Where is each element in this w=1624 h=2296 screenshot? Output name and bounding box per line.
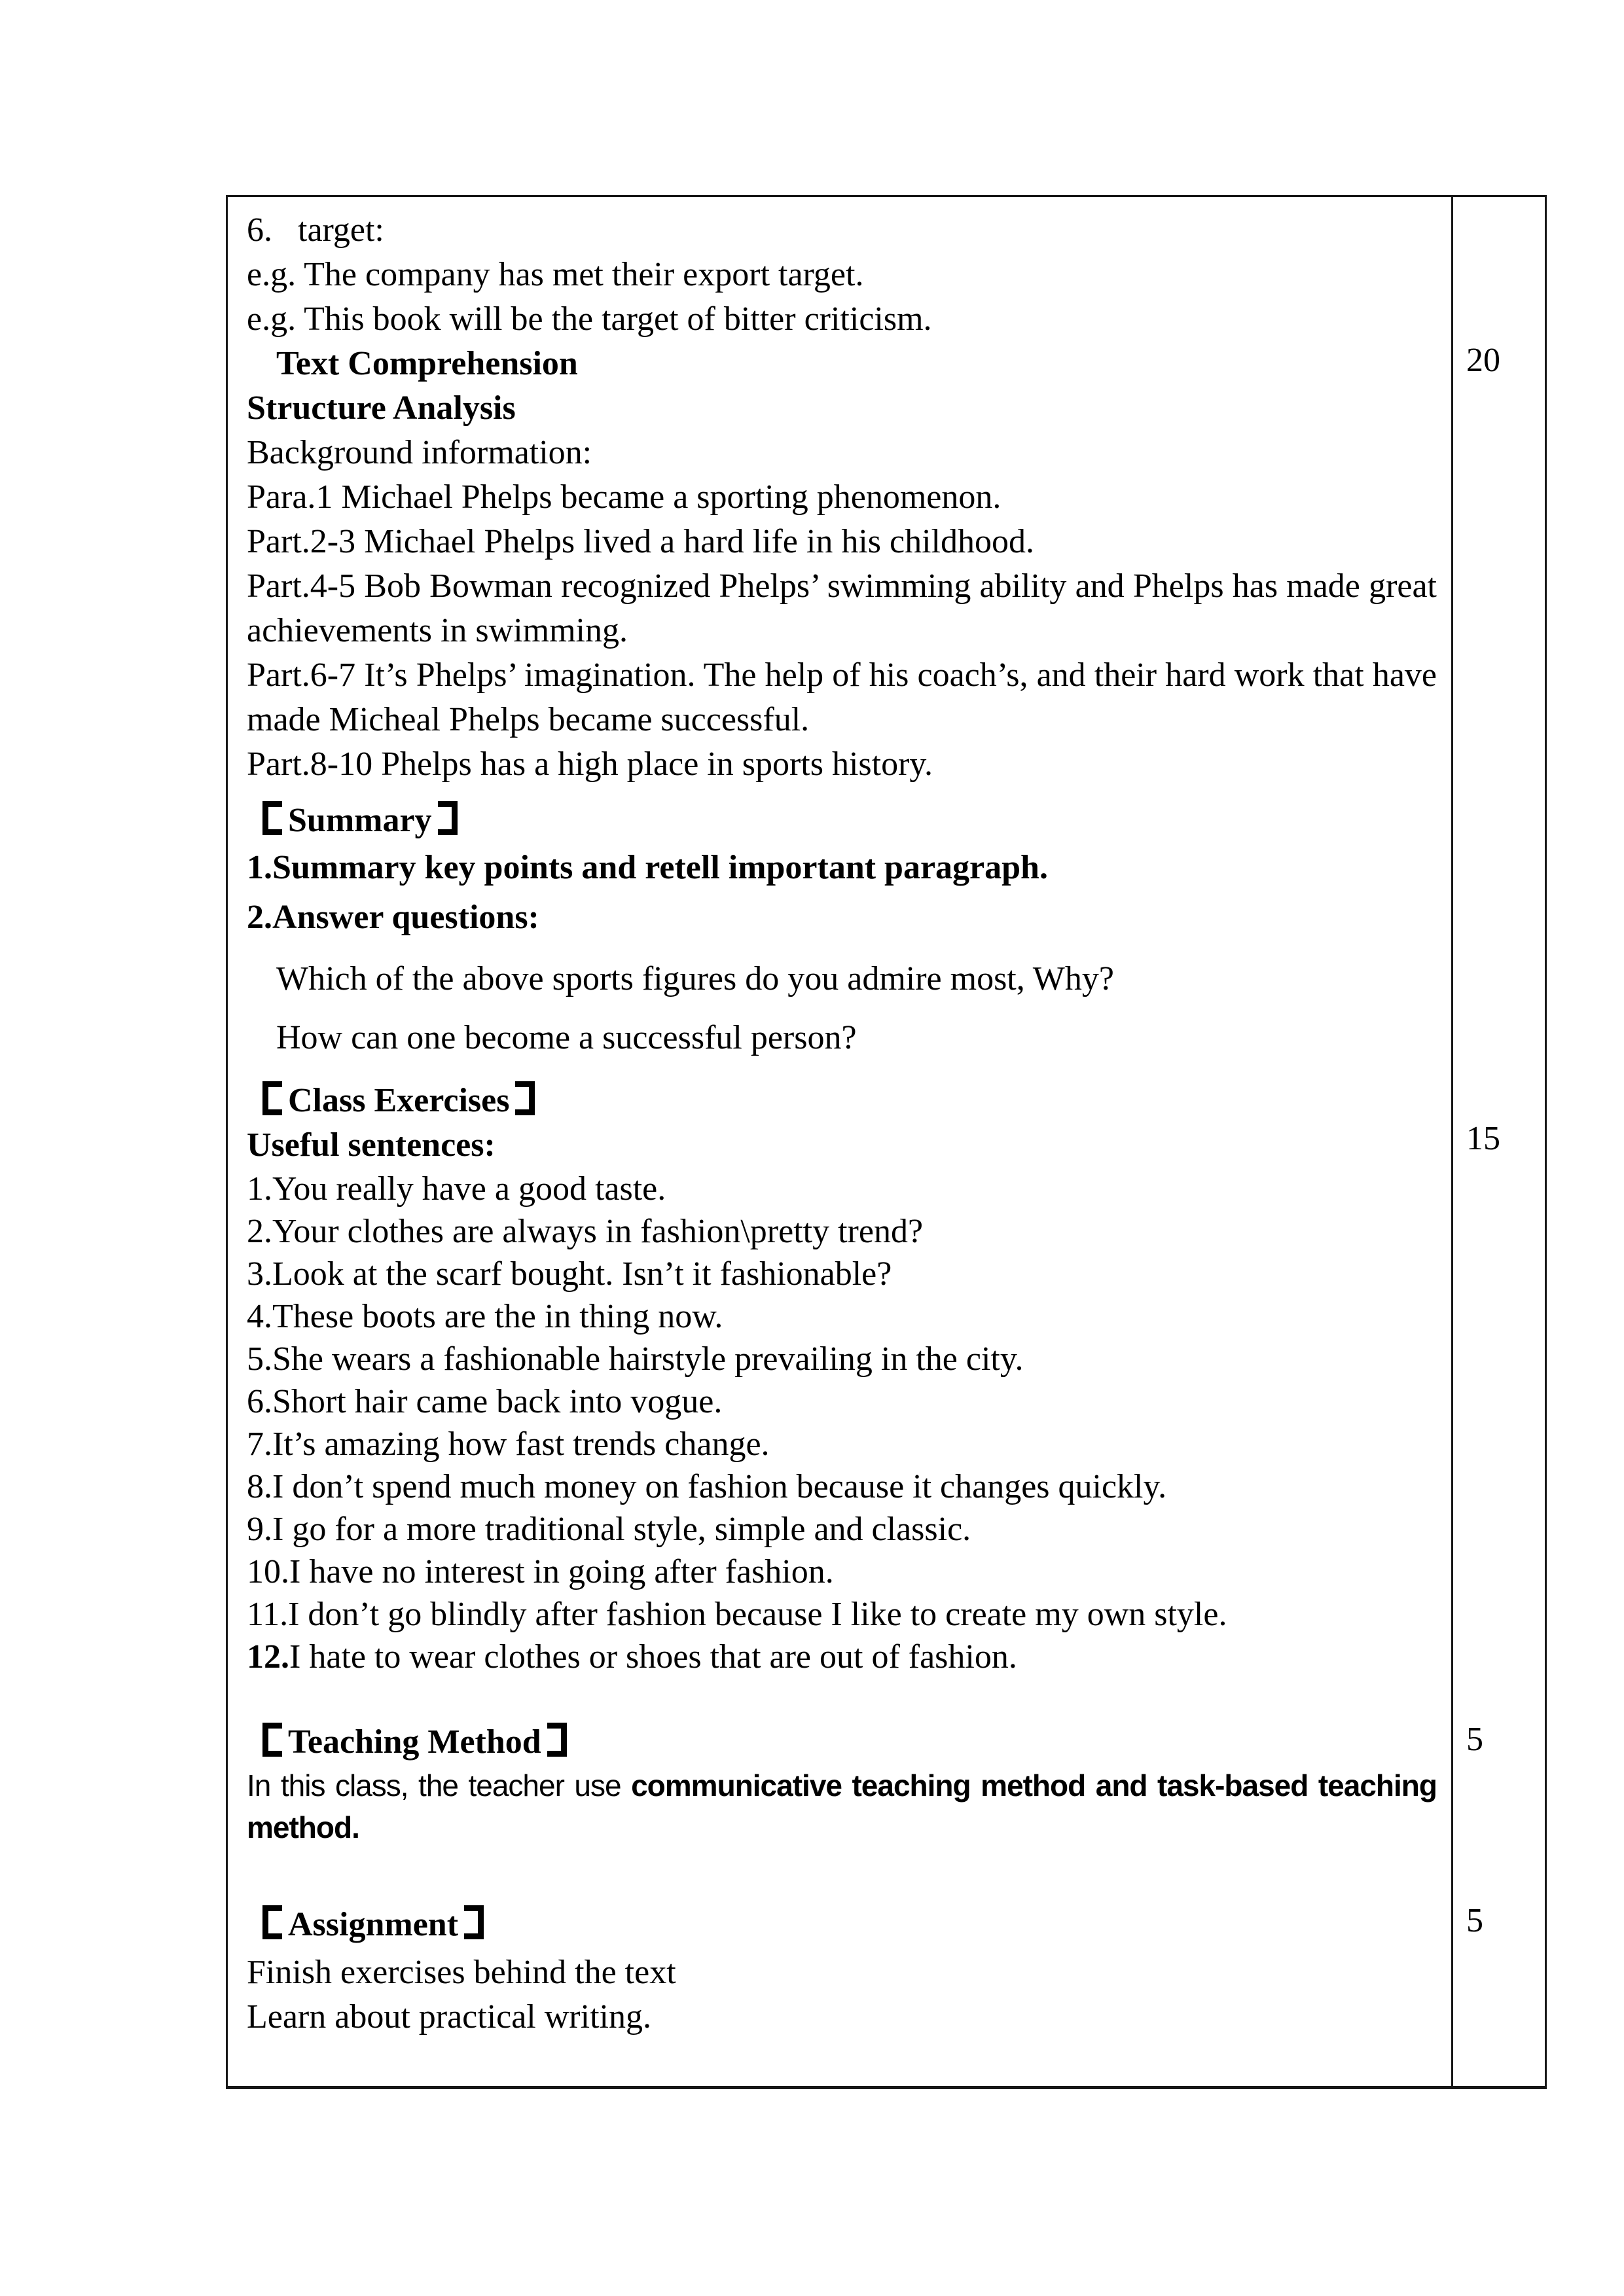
summary-item-1: 1.Summary key points and retell important paragraph. [247, 849, 1048, 886]
useful-sentences-label: Useful sentences: [247, 1126, 496, 1164]
para-1: Para.1 Michael Phelps became a sporting phenomenon. [247, 478, 1001, 516]
score-column [1453, 197, 1545, 2086]
text-comprehension-title: Text Comprehension [276, 345, 578, 382]
sentence-12 [247, 1636, 1437, 1678]
part-4-5: Part.4-5 Bob Bowman recognized Phelps’ swimming ability and Phelps has made great achievements in swimming. [247, 567, 1437, 649]
teaching-method-emphasis: communicative teaching method and task-based teaching method. [247, 1768, 1437, 1844]
assignment-task-2: Learn about practical writing. [247, 1998, 651, 2036]
right-lenticular-bracket-icon [464, 1905, 484, 1939]
summary-heading [247, 797, 1437, 843]
sentence-8: 8.I don’t spend much money on fashion because it changes quickly. [247, 1468, 1167, 1505]
sentence-7: 7.It’s amazing how fast trends change. [247, 1426, 770, 1463]
sentence-11: 11.I don’t go blindly after fashion because I like to create my own style. [247, 1596, 1227, 1633]
score-assignment: 5 [1466, 1902, 1483, 1939]
summary-question-1: Which of the above sports figures do you admire most, Why? [276, 960, 1114, 997]
class-exercises-heading [247, 1077, 1437, 1123]
summary-heading-label: Summary [288, 802, 432, 839]
score-class-exercises: 15 [1466, 1120, 1500, 1157]
teaching-method-intro: In this class, the teacher use [247, 1768, 632, 1803]
right-lenticular-bracket-icon [515, 1081, 535, 1115]
right-lenticular-bracket-icon [547, 1723, 567, 1757]
teaching-method-heading-label: Teaching Method [288, 1723, 541, 1761]
vocab-example-1: e.g. The company has met their export target. [247, 256, 864, 293]
score-teaching-method: 5 [1466, 1721, 1483, 1758]
summary-item-2: 2.Answer questions: [247, 899, 539, 936]
sentence-3: 3.Look at the scarf bought. Isn’t it fashionable? [247, 1255, 892, 1293]
left-lenticular-bracket-icon [262, 1723, 282, 1757]
left-lenticular-bracket-icon [262, 1081, 282, 1115]
score-text-comprehension: 20 [1466, 342, 1500, 379]
vocab-target-line: 6. target: [247, 211, 384, 249]
sentence-1: 1.You really have a good taste. [247, 1170, 666, 1208]
right-lenticular-bracket-icon [438, 801, 458, 835]
part-8-10: Part.8-10 Phelps has a high place in sports history. [247, 745, 933, 783]
sentence-5: 5.She wears a fashionable hairstyle prevailing in the city. [247, 1340, 1024, 1378]
teaching-method-heading [247, 1719, 1437, 1765]
structure-analysis-title: Structure Analysis [247, 389, 516, 427]
assignment-heading [247, 1901, 1437, 1947]
teaching-method-paragraph [247, 1765, 1437, 1848]
lesson-plan-table [226, 195, 1547, 2089]
assignment-task-1: Finish exercises behind the text [247, 1954, 676, 1991]
sentence-9: 9.I go for a more traditional style, simple and classic. [247, 1511, 971, 1548]
sentence-6: 6.Short hair came back into vogue. [247, 1383, 723, 1420]
vocab-example-2: e.g. This book will be the target of bitter criticism. [247, 300, 932, 338]
sentence-2: 2.Your clothes are always in fashion\pretty trend? [247, 1213, 924, 1250]
part-2-3: Part.2-3 Michael Phelps lived a hard life in his childhood. [247, 523, 1034, 560]
content-column [228, 197, 1453, 2086]
summary-question-2: How can one become a successful person? [276, 1019, 857, 1056]
left-lenticular-bracket-icon [262, 801, 282, 835]
sentence-10: 10.I have no interest in going after fashion. [247, 1553, 834, 1590]
sentence-4: 4.These boots are the in thing now. [247, 1298, 723, 1335]
part-6-7: Part.6-7 It’s Phelps’ imagination. The help of his coach’s, and their hard work that have made Micheal Phelps became successful. [247, 656, 1437, 738]
sentence-12-number: 12. [247, 1638, 289, 1676]
assignment-heading-label: Assignment [288, 1906, 459, 1943]
sentence-12-text: I hate to wear clothes or shoes that are out of fashion. [289, 1638, 1017, 1676]
left-lenticular-bracket-icon [262, 1905, 282, 1939]
background-label: Background information: [247, 434, 592, 471]
class-exercises-heading-label: Class Exercises [288, 1082, 510, 1119]
